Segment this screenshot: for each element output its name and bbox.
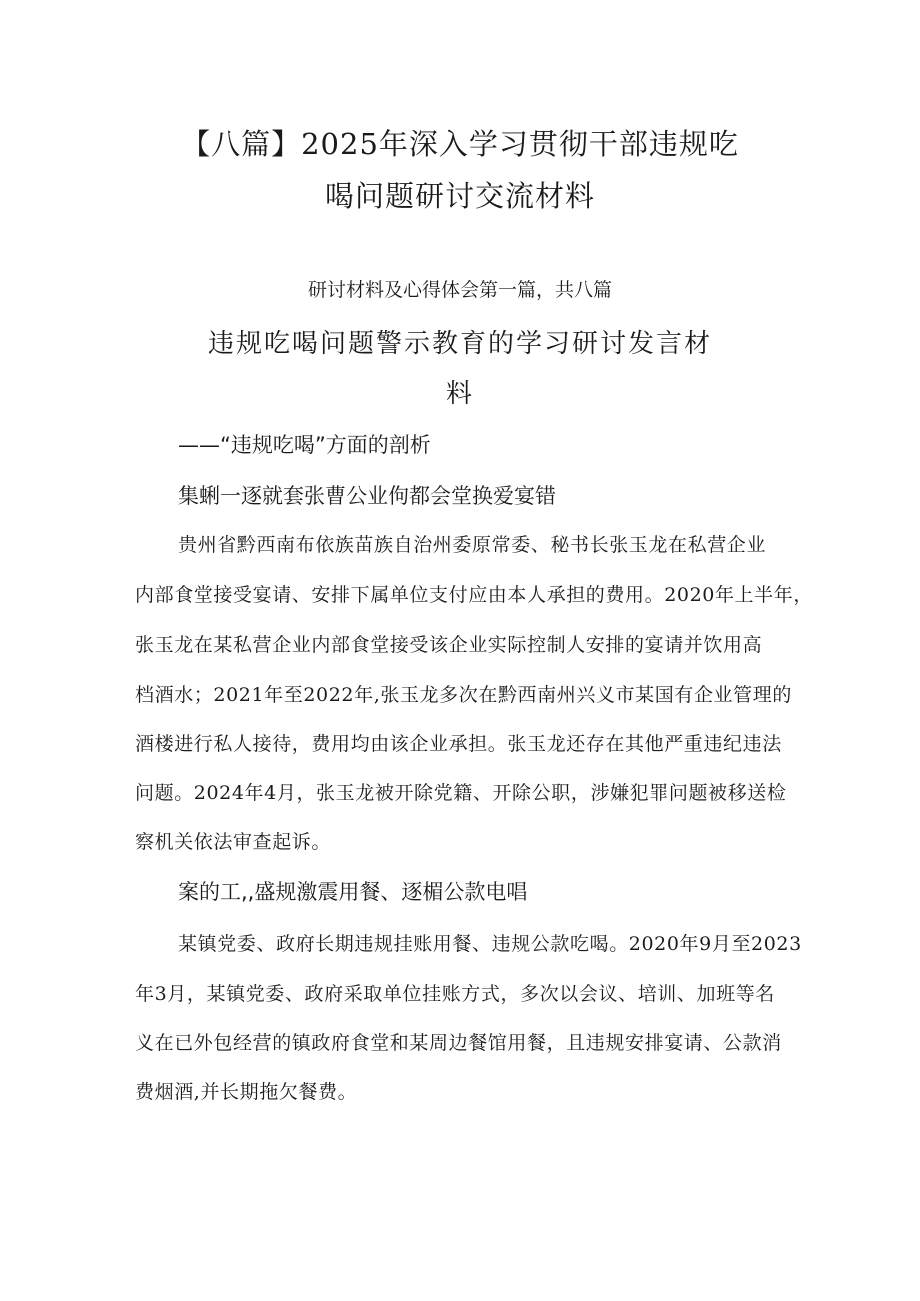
article-title-line-1: 违规吃喝问题警示教育的学习研讨发言材 [207, 329, 712, 359]
case-2-line-4: 费烟酒,并长期拖欠餐费。 [135, 1081, 358, 1103]
case-2-heading: 案的工,,盛规激震用餐、逐楣公款电唱 [178, 880, 528, 904]
case-2-line-1: 某镇党委、政府长期违规挂账用餐、违规公款吃喝。2020年9月至2023 [178, 933, 802, 955]
document-title-line-2: 喝问题研讨交流材料 [324, 179, 595, 213]
case-1-line-4: 档酒水；2021年至2022年,张玉龙多次在黔西南州兴义市某国有企业管理的 [135, 684, 792, 706]
case-1-line-3: 张玉龙在某私营企业内部食堂接受该企业实际控制人安排的宴请并饮用高 [135, 634, 763, 656]
case-1-line-7: 察机关依法审查起诉。 [135, 831, 332, 853]
article-title-line-2: 料 [445, 379, 474, 409]
case-2-line-2: 年3月，某镇党委、政府采取单位挂账方式，多次以会议、培训、加班等名 [135, 983, 775, 1005]
case-1-line-6: 问题。2024年4月，张玉龙被开除党籍、开除公职，涉嫌犯罪问题被移送检 [135, 782, 787, 804]
case-1-heading: 集蜊一逐就套张曹公业佝都会堂换爱宴错 [178, 484, 556, 508]
case-1-line-5: 酒楼进行私人接待，费用均由该企业承担。张玉龙还存在其他严重违纪违法 [135, 733, 782, 755]
case-1-line-2: 内部食堂接受宴请、安排下属单位支付应由本人承担的费用。2020年上半年， [135, 584, 813, 606]
document-subtitle: 研讨材料及心得体会第一篇，共八篇 [307, 279, 612, 301]
case-2-line-3: 义在已外包经营的镇政府食堂和某周边餐馆用餐，且违规安排宴请、公款消 [135, 1032, 782, 1054]
document-title-line-1: 【八篇】2025年深入学习贯彻干部违规吃 [181, 127, 739, 161]
case-1-line-1: 贵州省黔西南布依族苗族自治州委原常委、秘书长张玉龙在私营企业 [178, 534, 767, 556]
section-heading: ——“违规吃喝”方面的剖析 [178, 433, 431, 457]
